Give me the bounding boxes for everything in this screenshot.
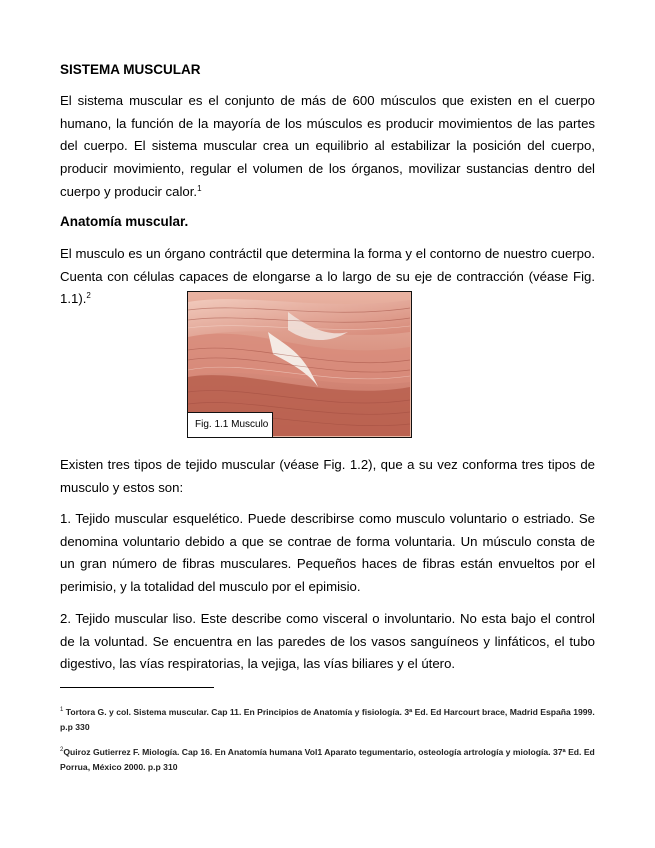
types-intro-paragraph: Existen tres tipos de tejido muscular (véase Fig. 1.2), que a su vez conforma tres tipos de musculo y estos son: <box>60 457 595 495</box>
type-1-paragraph: 1. Tejido muscular esquelético. Puede describirse como musculo voluntario o estriado. Se denomina voluntario debido a que se contrae de forma voluntaria. Un músculo consta de un gran número de fibras musculares. Pequeños haces de fibras están envueltos por el perimisio, y la totalidad del musculo por el epimisio. <box>60 511 595 595</box>
type-2-paragraph: 2. Tejido muscular liso. Este describe como visceral o involuntario. No esta bajo el control de la voluntad. Se encuentra en las paredes de los vasos sanguíneos y linfáticos, el tubo digestivo, las vías respiratorias, la vejiga, las vías biliares y el útero. <box>60 611 595 672</box>
footnote-2-text: Quiroz Gutierrez F. Miología. Cap 16. En Anatomía humana Vol1 Aparato tegumentario, osteología artrología y miología. 37ª Ed. Ed Porrua, México 2000. p.p 310 <box>60 747 595 772</box>
footnote-1-number: 1 <box>60 707 64 713</box>
intro-paragraph <box>60 90 595 204</box>
footnote-1 <box>60 705 600 735</box>
section-heading: Anatomía muscular. <box>60 214 189 229</box>
footnote-ref-2[interactable]: 2 <box>86 291 91 301</box>
footnote-ref-1[interactable]: 1 <box>197 183 202 193</box>
footnote-1-text: Tortora G. y col. Sistema muscular. Cap 11. En Principios de Anatomía y fisiología. 3ª Ed. Ed Harcourt brace, Madrid España 1999. p.p 330 <box>60 707 595 732</box>
footnote-2-number: 2 <box>60 747 64 753</box>
figure-caption: Fig. 1.1 Musculo <box>188 412 273 437</box>
footnote-separator <box>60 687 214 688</box>
intro-text: El sistema muscular es el conjunto de más de 600 músculos que existen en el cuerpo humano, la función de la mayoría de los músculos es producir movimientos de las partes del cuerpo. El sistema muscular crea un equilibrio al estabilizar la posición del cuerpo, producir movimiento, regular el volumen de los órganos, movilizar sustancias dentro del cuerpo y producir calor. <box>60 93 595 199</box>
muscle-figure <box>187 291 412 438</box>
document-title: SISTEMA MUSCULAR <box>60 62 201 77</box>
footnote-2 <box>60 745 600 775</box>
anatomy-text: El musculo es un órgano contráctil que determina la forma y el contorno de nuestro cuerpo. Cuenta con células capaces de elongarse a lo largo de su eje de contracción (véase Fig. 1.1). <box>60 246 595 307</box>
